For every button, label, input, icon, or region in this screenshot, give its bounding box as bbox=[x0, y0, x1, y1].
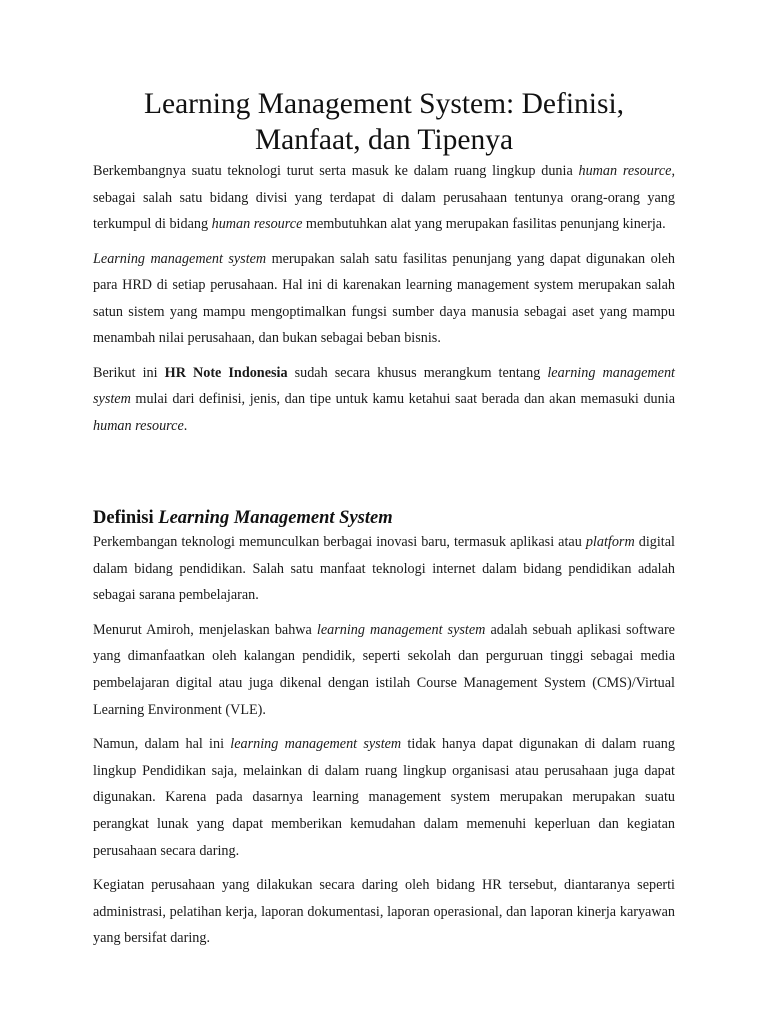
intro-paragraph-3 bbox=[93, 360, 675, 440]
text-run: Perkembangan teknologi memunculkan berbagai inovasi baru, termasuk aplikasi atau bbox=[93, 534, 586, 550]
italic-term: human resource bbox=[93, 417, 184, 434]
definisi-paragraph-2 bbox=[93, 617, 675, 723]
italic-term: Learning management system bbox=[93, 250, 267, 267]
text-run: membutuhkan alat yang merupakan fasilitas penunjang kinerja. bbox=[302, 216, 666, 232]
intro-paragraph-2 bbox=[93, 246, 675, 352]
intro-section bbox=[93, 158, 675, 439]
heading-italic-text: Learning Management System bbox=[158, 508, 393, 528]
definisi-paragraph-4 bbox=[93, 872, 675, 952]
italic-term: learning management system bbox=[93, 364, 675, 407]
text-run: tidak hanya dapat digunakan di dalam ruang lingkup Pendidikan saja, melainkan di dalam ruang lingkup organisasi atau perusahaan juga dapat digunakan. Karena pada dasarnya learning management system merupakan merupakan suatu perangkat lunak yang dapat memberikan kemudahan dalam memenuhi keperluan dan kegiatan perusahaan secara daring. bbox=[93, 736, 675, 859]
text-run: . bbox=[183, 417, 188, 434]
text-run: mulai dari definisi, jenis, dan tipe untuk kamu ketahui saat berada dan akan memasuki dunia bbox=[130, 391, 675, 407]
text-run: Menurut Amiroh, menjelaskan bahwa bbox=[93, 621, 317, 638]
title-line-2: Manfaat, dan Tipenya bbox=[254, 124, 514, 156]
text-run: Berikut ini bbox=[93, 364, 165, 381]
italic-term: human resource bbox=[578, 163, 672, 179]
text-run: Kegiatan perusahaan yang dilakukan secara daring oleh bidang HR tersebut, diantaranya seperti administrasi, pelatihan kerja, laporan dokumentasi, laporan operasional, dan laporan kinerja karyawan yang bersifat daring. bbox=[93, 877, 675, 947]
text-run: adalah sebuah aplikasi software yang dimanfaatkan oleh kalangan pendidik, seperti sekolah dan perguruan tinggi sebagai media pembelajaran digital atau juga dikenal dengan istilah Course Management System (CMS)/Virtual Learning Environment (VLE). bbox=[93, 621, 675, 718]
text-run: digital dalam bidang pendidikan. Salah satu manfaat teknologi internet dalam bidang pendidikan adalah sebagai sarana pembelajaran. bbox=[93, 534, 675, 604]
text-run: Namun, dalam hal ini bbox=[93, 736, 231, 753]
definisi-paragraph-3 bbox=[93, 731, 675, 864]
definisi-section bbox=[93, 529, 675, 952]
title-line-1: Learning Management System: Definisi, bbox=[143, 88, 625, 120]
italic-term: platform bbox=[585, 534, 635, 550]
definisi-paragraph-1 bbox=[93, 529, 675, 609]
heading-text: Definisi bbox=[93, 508, 159, 528]
bold-term: HR Note Indonesia bbox=[164, 364, 288, 381]
section-heading-definisi bbox=[93, 507, 675, 529]
text-run: , sebagai salah satu bidang divisi yang terdapat di dalam perusahaan tentunya orang-orang yang terkumpul di bidang bbox=[93, 163, 675, 232]
text-run: sudah secara khusus merangkum tentang bbox=[287, 364, 548, 381]
intro-paragraph-1 bbox=[93, 158, 675, 238]
page-title bbox=[93, 0, 675, 158]
text-run: merupakan salah satu fasilitas penunjang yang dapat digunakan oleh para HRD di setiap perusahaan. Hal ini di karenakan learning management system merupakan salah satun sistem yang mampu mengoptimalkan fungsi sumber daya manusia sebagai aset yang mampu menambah nilai perusahaan, dan bukan sebagai beban bisnis. bbox=[93, 250, 675, 346]
italic-term: learning management system bbox=[230, 736, 402, 753]
italic-term: learning management system bbox=[316, 621, 486, 638]
text-run: Berkembangnya suatu teknologi turut serta masuk ke dalam ruang lingkup dunia bbox=[93, 163, 579, 179]
italic-term: human resource bbox=[211, 216, 303, 232]
